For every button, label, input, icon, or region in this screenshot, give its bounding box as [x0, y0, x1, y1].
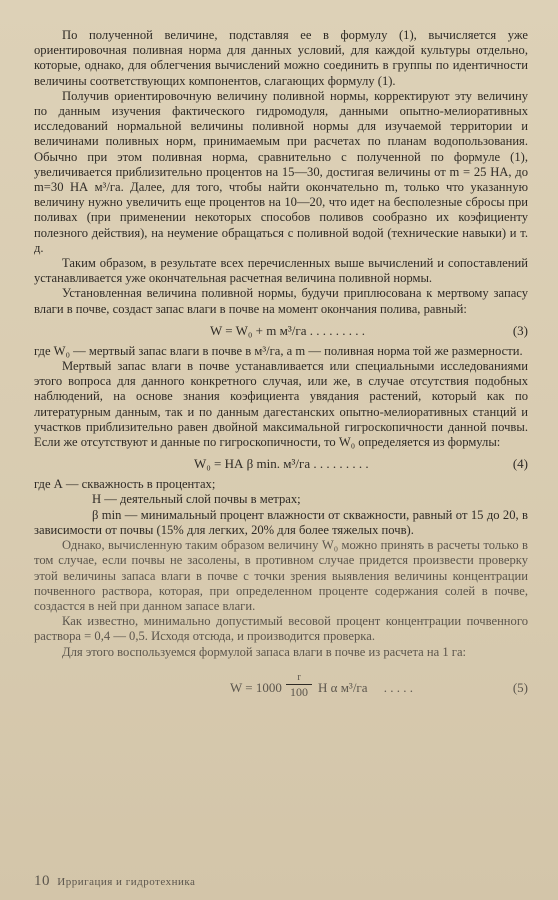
formula-3	[34, 322, 528, 339]
formula-3-explanation: где W₀ — мертвый запас влаги в почве в м³/га, а m — поливная норма той же размерности.	[34, 343, 523, 358]
paragraph-4: Установленная величина поливной нормы, будучи приплюсована к мертвому запасу влаги в почве, создаст запас влаги в почве на момент окончания полива, равный:	[34, 286, 528, 316]
formula-5-right-expression: Н α м³/га	[318, 679, 368, 695]
page-footer	[34, 873, 195, 890]
paragraph-2: Получив ориентировочную величину поливной нормы, корректируют эту величину по данным изучения фактического гидромодуля, данными опытно-мелиоративных исследований нормальной величины поливной нормы для изучаемой территории и величинами поливных норм, принимаемым при расчетах по планам водопользования. Обычно при этом поливная норма, сравнительно с полученной по формуле (1), увеличивается приблизительно процентов на 15—30, достигая величины от m = 25 НА, до m=30 НА м³/га. Далее, для того, чтобы найти окончательно m, только что указанную величину нужно увеличить еще процентов на 10—20, что идет на бесполезные сбросы при поливах (при применении некоторых способов поливов сообразно их коэфициенту полезного действия), на неумение обращаться с поливной водой (технические навыки) и т. д.	[34, 88, 528, 255]
formula-5-numerator: r	[286, 672, 312, 685]
formula-5-right	[318, 680, 413, 696]
formula-5-dots: . . . . .	[383, 679, 414, 695]
formula-5-number: (5)	[512, 679, 528, 695]
page-number: 10	[34, 873, 50, 889]
paragraph-3: Таким образом, в результате всех перечисленных выше вычислений и сопоставлений устанавливается уже окончательная расчетная величина поливной нормы.	[34, 256, 528, 286]
paragraph-concentration: Как известно, минимально допустимый весовой процент концентрации почвенного раствора = 0,4 — 0,5. Исходя отсюда, и производится проверка.	[34, 614, 528, 644]
formula-4	[34, 455, 528, 472]
formula-5	[34, 672, 528, 708]
formula-4-expression: W₀ = НА β min. м³/га . . . . . . . . .	[194, 456, 369, 472]
definition-a: где А — скважность в процентах;	[34, 477, 216, 492]
paragraph-1: По полученной величине, подставляя ее в формулу (1), вычисляется уже ориентировочная поливная норма для данных условий, для каждой культуры отдельно, которые, однако, для облегчения вычислений можно соединить в группы по идентичности величины соответствующих компонентов, слагающих формулу (1).	[34, 28, 528, 88]
formula-5-fraction	[286, 672, 312, 699]
formula-4-number: (4)	[512, 456, 528, 472]
definition-beta: β min — минимальный процент влажности от скважности, равный от 15 до 20, в зависимости от почвы (15% для легких, 20% для более тяжелых почв).	[34, 507, 528, 537]
running-title: Ирригация и гидротехника	[57, 876, 196, 888]
formula-3-number: (3)	[512, 322, 528, 338]
paragraph-salinity-check: Однако, вычисленную таким образом величину W₀ можно принять в расчеты только в том случае, если почвы не засолены, в противном случае придется произвести проверку этой величины запаса влаги в почве с точки зрения выявления величины концентрации почвенного раствора, которая, при определенном проценте содержания солей в почве, создастся в ней при данном запасе влаги.	[34, 538, 528, 613]
formula-3-expression: W = W₀ + m м³/га . . . . . . . . .	[210, 322, 365, 338]
formula-5-left: W = 1000	[230, 679, 282, 695]
paragraph-use-formula: Для этого воспользуемся формулой запаса влаги в почве из расчета на 1 га:	[62, 644, 467, 659]
formula-4-definitions	[34, 477, 528, 538]
formula-5-denominator: 100	[290, 684, 308, 699]
paragraph-dead-moisture: Мертвый запас влаги в почве устанавливается или специальными исследованиями этого вопроса для данного конкретного случая, или же, в случае отсутствия подобных наблюдений, на основе знания коэфициента увядания растений, который как по литературным данным, так и по данным дагестанских опытно-мелиоративных станций и участков приблизительно равен двойной максимальной гигроскопичности данной почвы. Если же отсутствуют и данные по гигроскопичности, то W₀ определяется из формулы:	[34, 359, 528, 450]
definition-h: Н — деятельный слой почвы в метрах;	[92, 492, 301, 507]
